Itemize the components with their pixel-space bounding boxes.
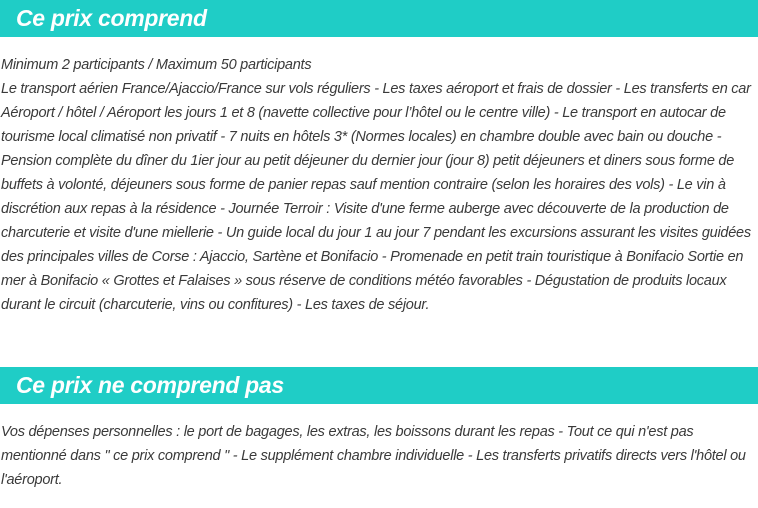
excludes-title: Ce prix ne comprend pas [16, 372, 284, 398]
includes-section-header [0, 0, 758, 37]
includes-participants-text: Minimum 2 participants / Maximum 50 participants [1, 57, 312, 73]
excludes-section-header [0, 367, 758, 404]
includes-title: Ce prix comprend [16, 5, 207, 31]
excludes-details-text: Vos dépenses personnelles : le port de bagages, les extras, les boissons durant les repas - Tout ce qui n'est pas mentionné dans " ce prix comprend " - Le supplément chambre individuelle - Les transferts privatifs directs vers l'hôtel ou l'aéroport. [1, 424, 746, 488]
includes-details-text: Le transport aérien France/Ajaccio/France sur vols réguliers - Les taxes aéroport et frais de dossier - Les transferts en car Aéroport / hôtel / Aéroport les jours 1 et 8 (navette collective pour l’hôtel ou le centre ville) - Le transport en autocar de tourisme local climatisé non privatif - 7 nuits en hôtels 3* (Normes locales) en chambre double avec bain ou douche - Pension complète du dîner du 1ier jour au petit déjeuner du dernier jour (jour 8) petit déjeuners et diners sous forme de buffets à volonté, déjeuners sous forme de panier repas sauf mention contraire (selon les horaires des vols) - Le vin à discrétion aux repas à la résidence - Journée Terroir : Visite d'une ferme auberge avec découverte de la production de charcuterie et visite d'une miellerie - Un guide local du jour 1 au jour 7 pendant les excursions assurant les visites guidées des principales villes de Corse : Ajaccio, Sartène et Bonifacio - Promenade en petit train touristique à Bonifacio Sortie en mer à Bonifacio « Grottes et Falaises » sous réserve de conditions météo favorables - Dégustation de produits locaux durant le circuit (charcuterie, vins ou confitures) - Les taxes de séjour. [1, 81, 751, 313]
